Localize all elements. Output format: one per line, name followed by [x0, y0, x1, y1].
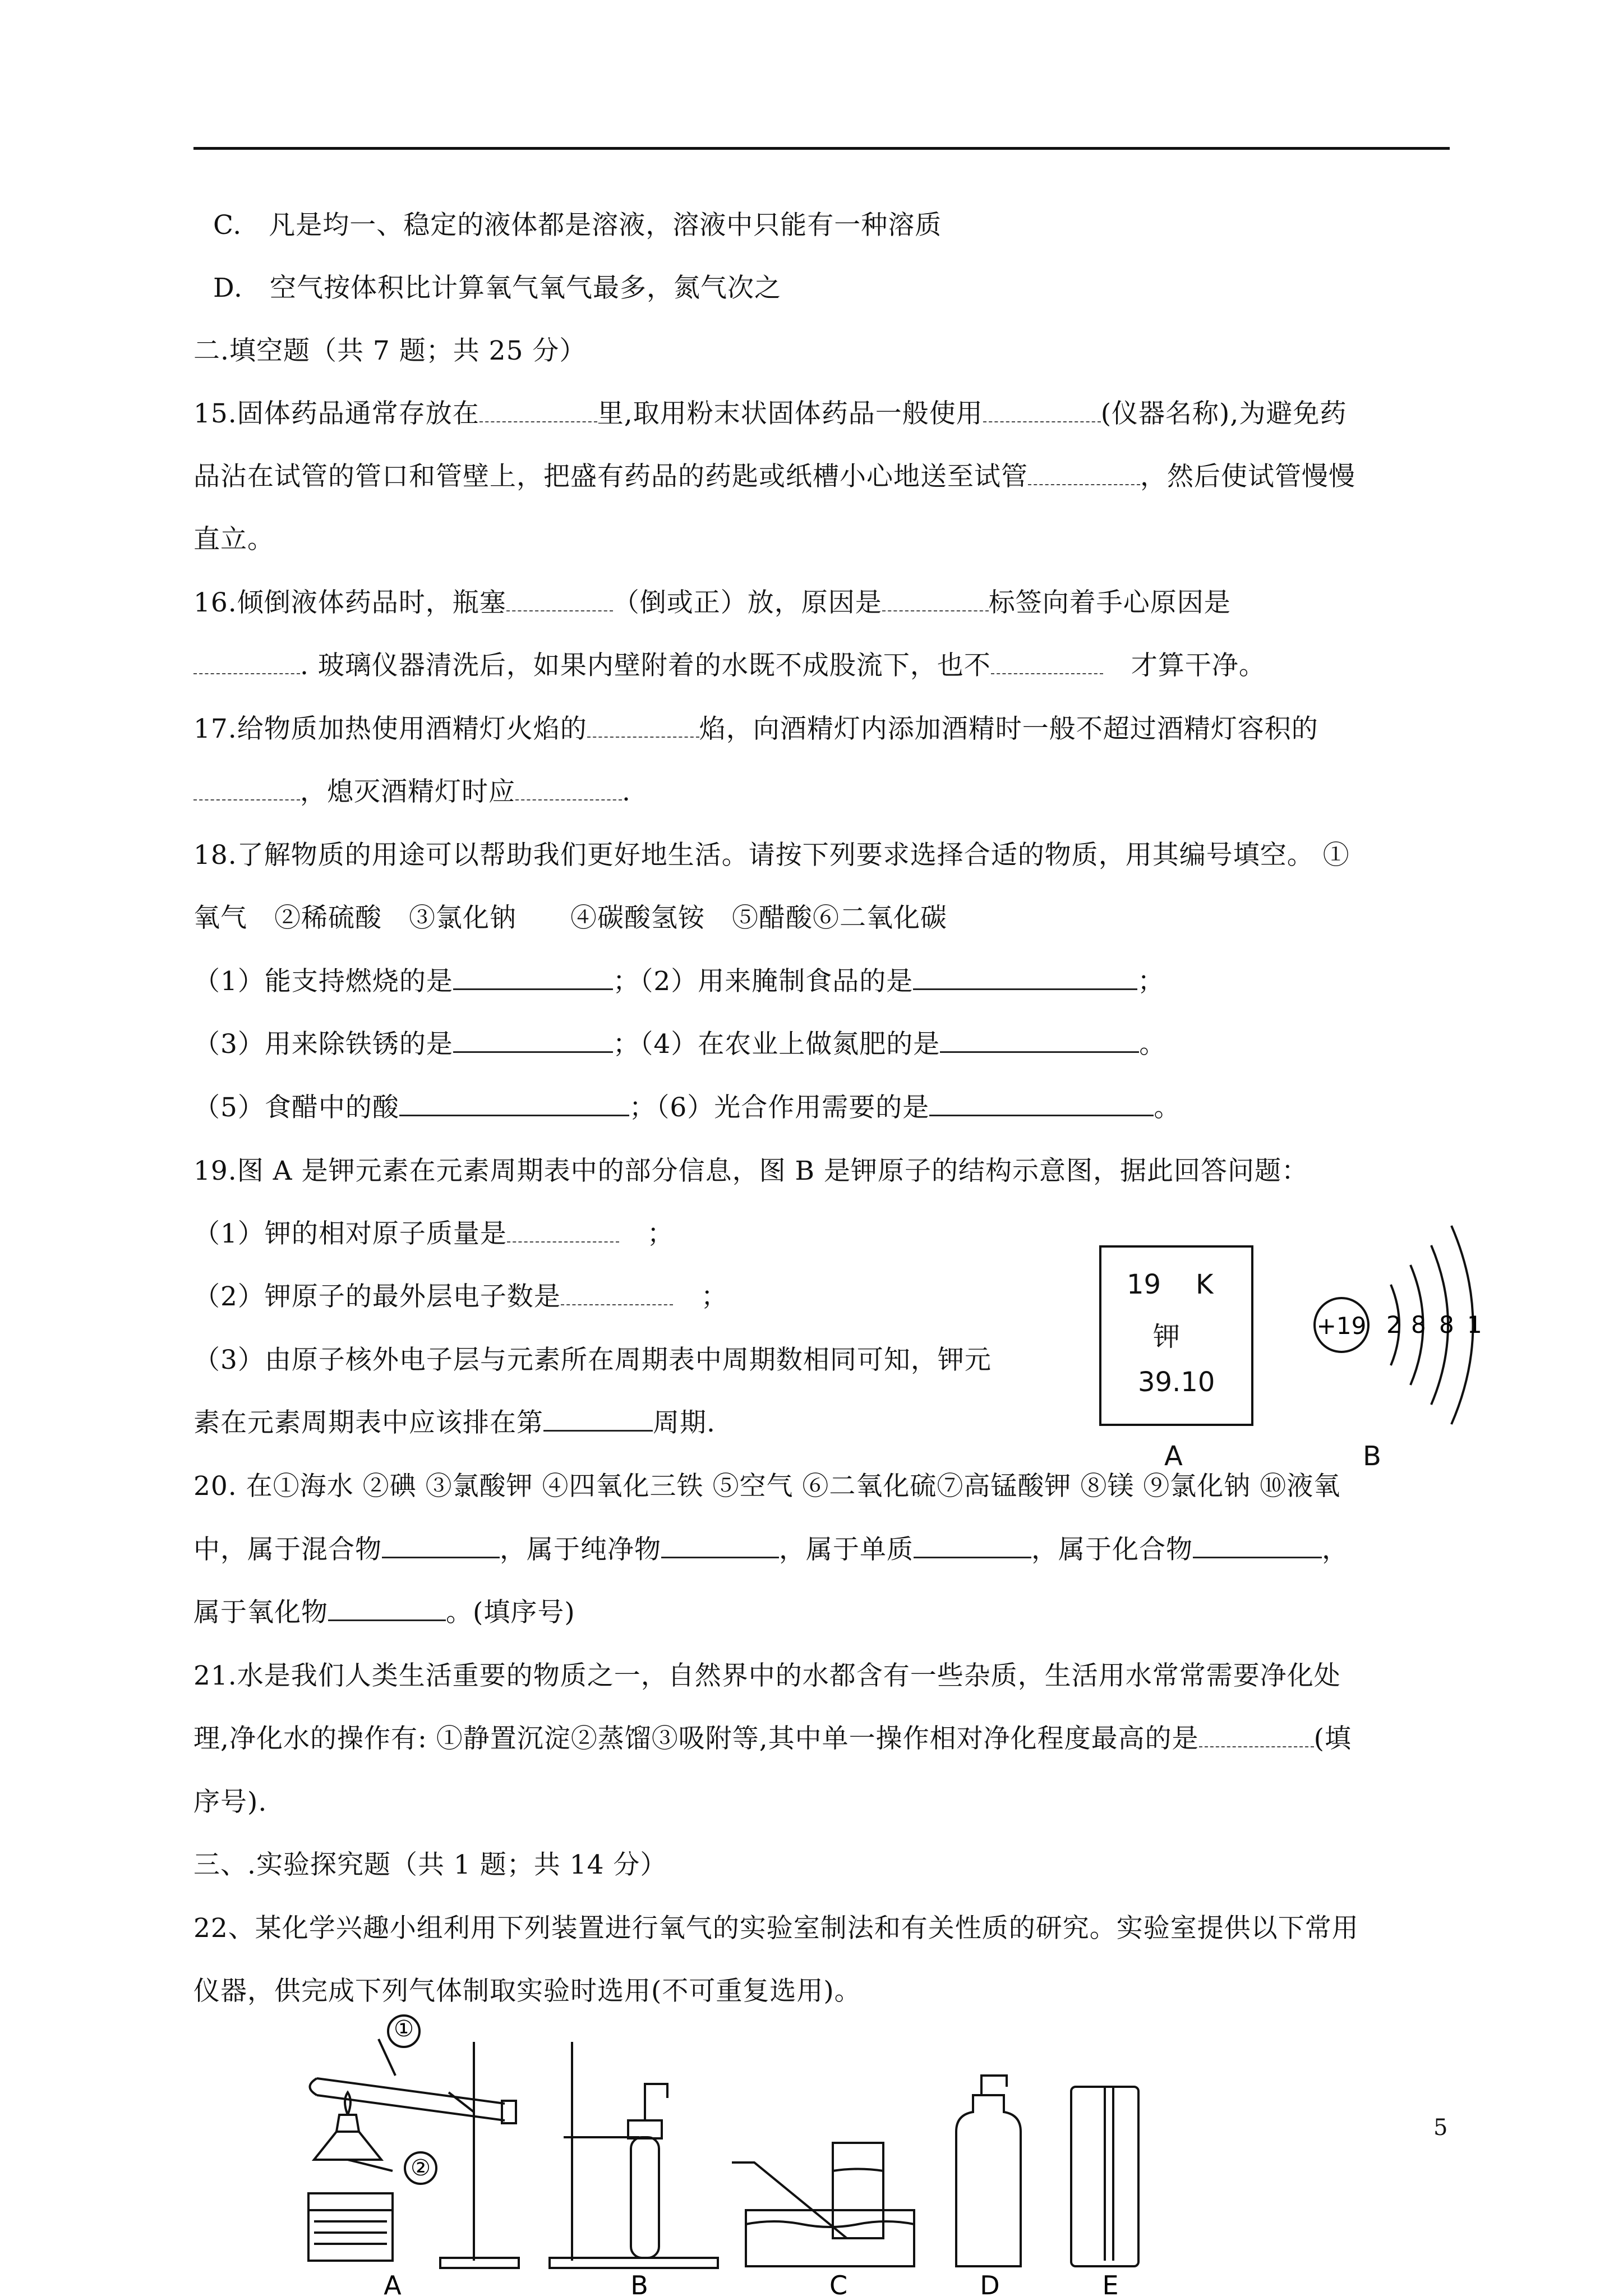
q19-part3: （3）由原子核外电子层与元素所在周期表中周期数相同可知，钾元: [193, 1345, 992, 1375]
q20-line2: 中，属于混合物 ，属于纯净物 ，属于单质 ，属于化合物 ，: [193, 1534, 1349, 1565]
atomic-number: 19: [1127, 1269, 1161, 1300]
q18-blank-1[interactable]: [453, 966, 613, 990]
q19-part3-cont: 素在元素周期表中应该排在第 周期.: [193, 1407, 716, 1438]
q18-line5: （5）食醋中的酸 ；（6）光合作用需要的是 。: [193, 1092, 1181, 1123]
apparatus-d: [956, 2076, 1021, 2266]
label-e: E: [1102, 2270, 1119, 2296]
q16-blank-2[interactable]: [882, 588, 989, 611]
q19-blank-2[interactable]: [561, 1282, 673, 1305]
q18-blank-3[interactable]: [453, 1029, 613, 1053]
figure-a-element-cell: [1099, 1245, 1253, 1426]
q18-blank-5[interactable]: [399, 1092, 629, 1116]
label-d: D: [980, 2270, 1000, 2296]
q17-line2: ，熄灭酒精灯时应 .: [193, 775, 631, 809]
marker-1: ①: [394, 2016, 414, 2042]
q20-blank-3[interactable]: [914, 1534, 1031, 1558]
q19-part2: （2）钾原子的最外层电子数是 ；: [193, 1281, 728, 1312]
apparatus-diagram: [280, 2016, 1206, 2296]
q20-blank-4[interactable]: [1193, 1534, 1322, 1558]
q18-line4: （3）用来除铁锈的是 ；（4）在农业上做氮肥的是 。: [193, 1029, 1166, 1060]
shell-4-electrons: 1: [1467, 1311, 1482, 1338]
q17-blank-3[interactable]: [515, 777, 622, 800]
element-symbol: K: [1196, 1269, 1214, 1300]
q15-line2: 品沾在试管的管口和管壁上，把盛有药品的药匙或纸槽小心地送至试管 ，然后使试管慢慢: [193, 461, 1355, 492]
header-rule: [193, 147, 1450, 150]
label-a: A: [384, 2270, 402, 2296]
q19-blank-3[interactable]: [543, 1407, 653, 1432]
atomic-mass: 39.10: [1138, 1366, 1215, 1398]
q20-blank-5[interactable]: [328, 1597, 446, 1621]
q15-blank-3[interactable]: [1028, 462, 1140, 485]
q16-blank-4[interactable]: [991, 651, 1103, 674]
q18-line1: 18.了解物质的用途可以帮助我们更好地生活。请按下列要求选择合适的物质，用其编号填空。 ①: [193, 840, 1350, 871]
q18-blank-2[interactable]: [913, 966, 1137, 990]
q20-blank-1[interactable]: [382, 1534, 500, 1558]
option-d: D. 空气按体积比计算氧气氧气最多，氮气次之: [213, 273, 781, 303]
shell-1-electrons: 2: [1386, 1311, 1401, 1338]
q18-blank-4[interactable]: [940, 1029, 1139, 1053]
apparatus-e: [1071, 2087, 1138, 2266]
section-3-title: 三、.实验探究题（共 1 题；共 14 分）: [193, 1849, 667, 1880]
q22-line2: 仪器，供完成下列气体制取实验时选用(不可重复选用)。: [193, 1976, 861, 2007]
q17-blank-1[interactable]: [587, 714, 699, 738]
q15-blank-2[interactable]: [983, 399, 1101, 422]
label-b: B: [630, 2270, 648, 2296]
figure-b-caption: B: [1363, 1441, 1381, 1472]
q18-line3: （1）能支持燃烧的是 ；（2）用来腌制食品的是 ；: [193, 966, 1165, 997]
shell-2-electrons: 8: [1411, 1311, 1426, 1338]
q15-line3: 直立。: [193, 524, 274, 555]
nucleus-charge: +19: [1316, 1312, 1367, 1340]
q18-line2: 氧气 ②稀硫酸 ③氯化钠 ④碳酸氢铵 ⑤醋酸⑥二氧化碳: [193, 903, 947, 933]
q22-line1: 22、某化学兴趣小组利用下列装置进行氧气的实验室制法和有关性质的研究。实验室提供以下常用: [193, 1913, 1359, 1944]
q19-part1: （1）钾的相对原子质量是 ；: [193, 1218, 674, 1249]
q21-blank-1[interactable]: [1199, 1724, 1314, 1747]
q17-line1: 17.给物质加热使用酒精灯火焰的 焰，向酒精灯内添加酒精时一般不超过酒精灯容积的: [193, 714, 1318, 744]
apparatus-c: [732, 2143, 914, 2266]
q16-line1: 16.倾倒液体药品时，瓶塞 （倒或正）放，原因是 标签向着手心原因是: [193, 587, 1231, 618]
option-c: C. 凡是均一、稳定的液体都是溶液，溶液中只能有一种溶质: [213, 210, 942, 241]
q21-line3: 序号).: [193, 1787, 268, 1818]
figure-b-atom-diagram: [1301, 1200, 1503, 1447]
apparatus-b: [550, 2042, 718, 2268]
q21-line2: 理,净化水的操作有: ①静置沉淀②蒸馏③吸附等,其中单一操作相对净化程度最高的是 (填: [193, 1723, 1352, 1754]
q20-blank-2[interactable]: [661, 1534, 779, 1558]
label-c: C: [829, 2270, 848, 2296]
q18-blank-6[interactable]: [929, 1092, 1154, 1116]
q19-stem: 19.图 A 是钾元素在元素周期表中的部分信息，图 B 是钾原子的结构示意图，据此回答问题：: [193, 1156, 1308, 1186]
figure-a-caption: A: [1164, 1441, 1183, 1472]
q16-blank-1[interactable]: [506, 588, 613, 611]
page-number: 5: [1433, 2115, 1448, 2141]
q17-blank-2[interactable]: [193, 777, 300, 800]
element-name: 钾: [1153, 1321, 1181, 1352]
q16-blank-3[interactable]: [193, 651, 300, 674]
q21-line1: 21.水是我们人类生活重要的物质之一，自然界中的水都含有一些杂质，生活用水常常需要净化处: [193, 1660, 1341, 1691]
shell-3-electrons: 8: [1439, 1311, 1454, 1338]
q20-line3: 属于氧化物 。(填序号): [193, 1597, 575, 1628]
q19-blank-1[interactable]: [507, 1219, 619, 1243]
apparatus-a: [308, 2016, 519, 2268]
marker-2: ②: [411, 2155, 431, 2181]
section-2-title: 二.填空题（共 7 题；共 25 分）: [193, 335, 587, 366]
q20-line1: 20. 在①海水 ②碘 ③氯酸钾 ④四氧化三铁 ⑤空气 ⑥二氧化硫⑦高锰酸钾 ⑧镁 ⑨氯化钠 ⑩液氧: [193, 1471, 1341, 1502]
q15-line1: 15.固体药品通常存放在 里,取用粉末状固体药品一般使用 (仪器名称),为避免药: [193, 398, 1347, 429]
q15-blank-1[interactable]: [479, 399, 597, 422]
q16-line2: . 玻璃仪器清洗后，如果内壁附着的水既不成股流下，也不 才算干净。: [193, 649, 1266, 683]
